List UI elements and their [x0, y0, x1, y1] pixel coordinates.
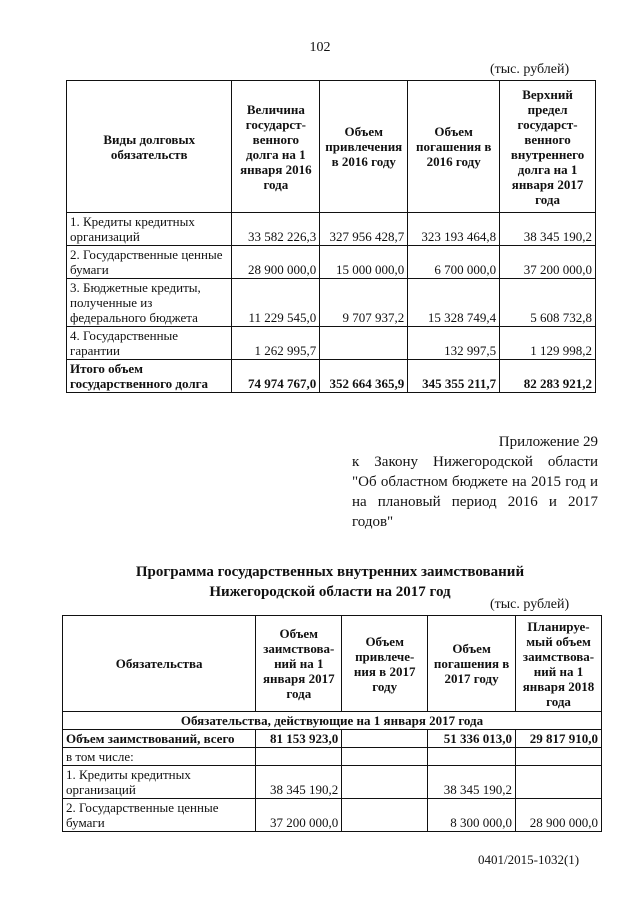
row-label: Итого объем государственного долга	[67, 360, 232, 393]
row-label: 3. Бюджетные кредиты, полученные из федерального бюджета	[67, 279, 232, 327]
cell-value	[342, 766, 428, 799]
cell-value: 9 707 937,2	[320, 279, 408, 327]
row-label: 2. Государственные ценные бумаги	[67, 246, 232, 279]
header-cell: Виды долговых обязательств	[67, 81, 232, 213]
table-row	[67, 213, 596, 246]
table-row	[67, 279, 596, 327]
cell-value: 1 129 998,2	[500, 327, 596, 360]
cell-value: 29 817 910,0	[516, 730, 602, 748]
cell-value: 1 262 995,7	[232, 327, 320, 360]
cell-value: 327 956 428,7	[320, 213, 408, 246]
cell-value: 38 345 190,2	[428, 766, 516, 799]
appendix-line: "Об областном бюджете на 2015 год и	[352, 474, 598, 490]
header-cell: Объем погашения в 2016 году	[408, 81, 500, 213]
page-number: 102	[309, 40, 331, 55]
total-row	[67, 360, 596, 393]
cell-value: 11 229 545,0	[232, 279, 320, 327]
appendix-number: Приложение 29	[498, 434, 598, 450]
table-row	[63, 799, 602, 832]
cell-value: 5 608 732,8	[500, 279, 596, 327]
cell-value: 28 900 000,0	[232, 246, 320, 279]
header-cell: Объем привлечения в 2016 году	[320, 81, 408, 213]
cell-value: 37 200 000,0	[256, 799, 342, 832]
program-title-line: Программа государственных внутренних заимствований	[135, 564, 525, 580]
cell-value: 323 193 464,8	[408, 213, 500, 246]
cell-value: 74 974 767,0	[232, 360, 320, 393]
header-cell: Объем заимствова-ний на 1 января 2017 года	[256, 616, 342, 712]
header-cell: Планируе-мый объем заимствова-ний на 1 января 2018 года	[516, 616, 602, 712]
program-title	[60, 562, 600, 602]
table-row	[67, 246, 596, 279]
cell-value: 38 345 190,2	[500, 213, 596, 246]
cell-value: 81 153 923,0	[256, 730, 342, 748]
cell-value: 15 000 000,0	[320, 246, 408, 279]
table-row	[63, 766, 602, 799]
header-cell: Объем привлече-ния в 2017 году	[342, 616, 428, 712]
cell-value: 37 200 000,0	[500, 246, 596, 279]
cell-value: 28 900 000,0	[516, 799, 602, 832]
header-cell: Обязательства	[63, 616, 256, 712]
table-row	[67, 327, 596, 360]
table-row	[63, 748, 602, 766]
cell-value	[320, 327, 408, 360]
cell-value	[516, 748, 602, 766]
appendix-line: на плановый период 2016 и 2017	[352, 494, 598, 510]
cell-value: 345 355 211,7	[408, 360, 500, 393]
borrowing-table	[62, 615, 602, 832]
row-label: Объем заимствований, всего	[63, 730, 256, 748]
cell-value	[342, 799, 428, 832]
cell-value: 33 582 226,3	[232, 213, 320, 246]
cell-value	[256, 748, 342, 766]
appendix-line: к Закону Нижегородской области	[352, 454, 598, 470]
row-label: 1. Кредиты кредитных организаций	[67, 213, 232, 246]
cell-value	[342, 748, 428, 766]
table-header-row	[63, 616, 602, 712]
table2-units: (тыс. рублей)	[490, 597, 570, 612]
section-heading: Обязательства, действующие на 1 января 2017 года	[63, 712, 602, 730]
total-row	[63, 730, 602, 748]
cell-value: 132 997,5	[408, 327, 500, 360]
debt-table	[66, 80, 596, 393]
table-header-row	[67, 81, 596, 213]
row-label: в том числе:	[63, 748, 256, 766]
cell-value: 15 328 749,4	[408, 279, 500, 327]
row-label: 4. Государственные гарантии	[67, 327, 232, 360]
cell-value: 38 345 190,2	[256, 766, 342, 799]
appendix-note	[352, 432, 598, 532]
cell-value	[428, 748, 516, 766]
section-row	[63, 712, 602, 730]
cell-value: 51 336 013,0	[428, 730, 516, 748]
cell-value	[342, 730, 428, 748]
cell-value: 82 283 921,2	[500, 360, 596, 393]
cell-value: 352 664 365,9	[320, 360, 408, 393]
table1-units: (тыс. рублей)	[490, 62, 570, 77]
appendix-line: годов"	[352, 514, 394, 530]
cell-value: 8 300 000,0	[428, 799, 516, 832]
program-title-line: Нижегородской области на 2017 год	[209, 584, 451, 600]
cell-value: 6 700 000,0	[408, 246, 500, 279]
document-code: 0401/2015-1032(1)	[478, 852, 580, 867]
header-cell: Верхний предел государст-венного внутреннего долга на 1 января 2017 года	[500, 81, 596, 213]
cell-value	[516, 766, 602, 799]
row-label: 1. Кредиты кредитных организаций	[63, 766, 256, 799]
row-label: 2. Государственные ценные бумаги	[63, 799, 256, 832]
header-cell: Величина государст-венного долга на 1 января 2016 года	[232, 81, 320, 213]
header-cell: Объем погашения в 2017 году	[428, 616, 516, 712]
